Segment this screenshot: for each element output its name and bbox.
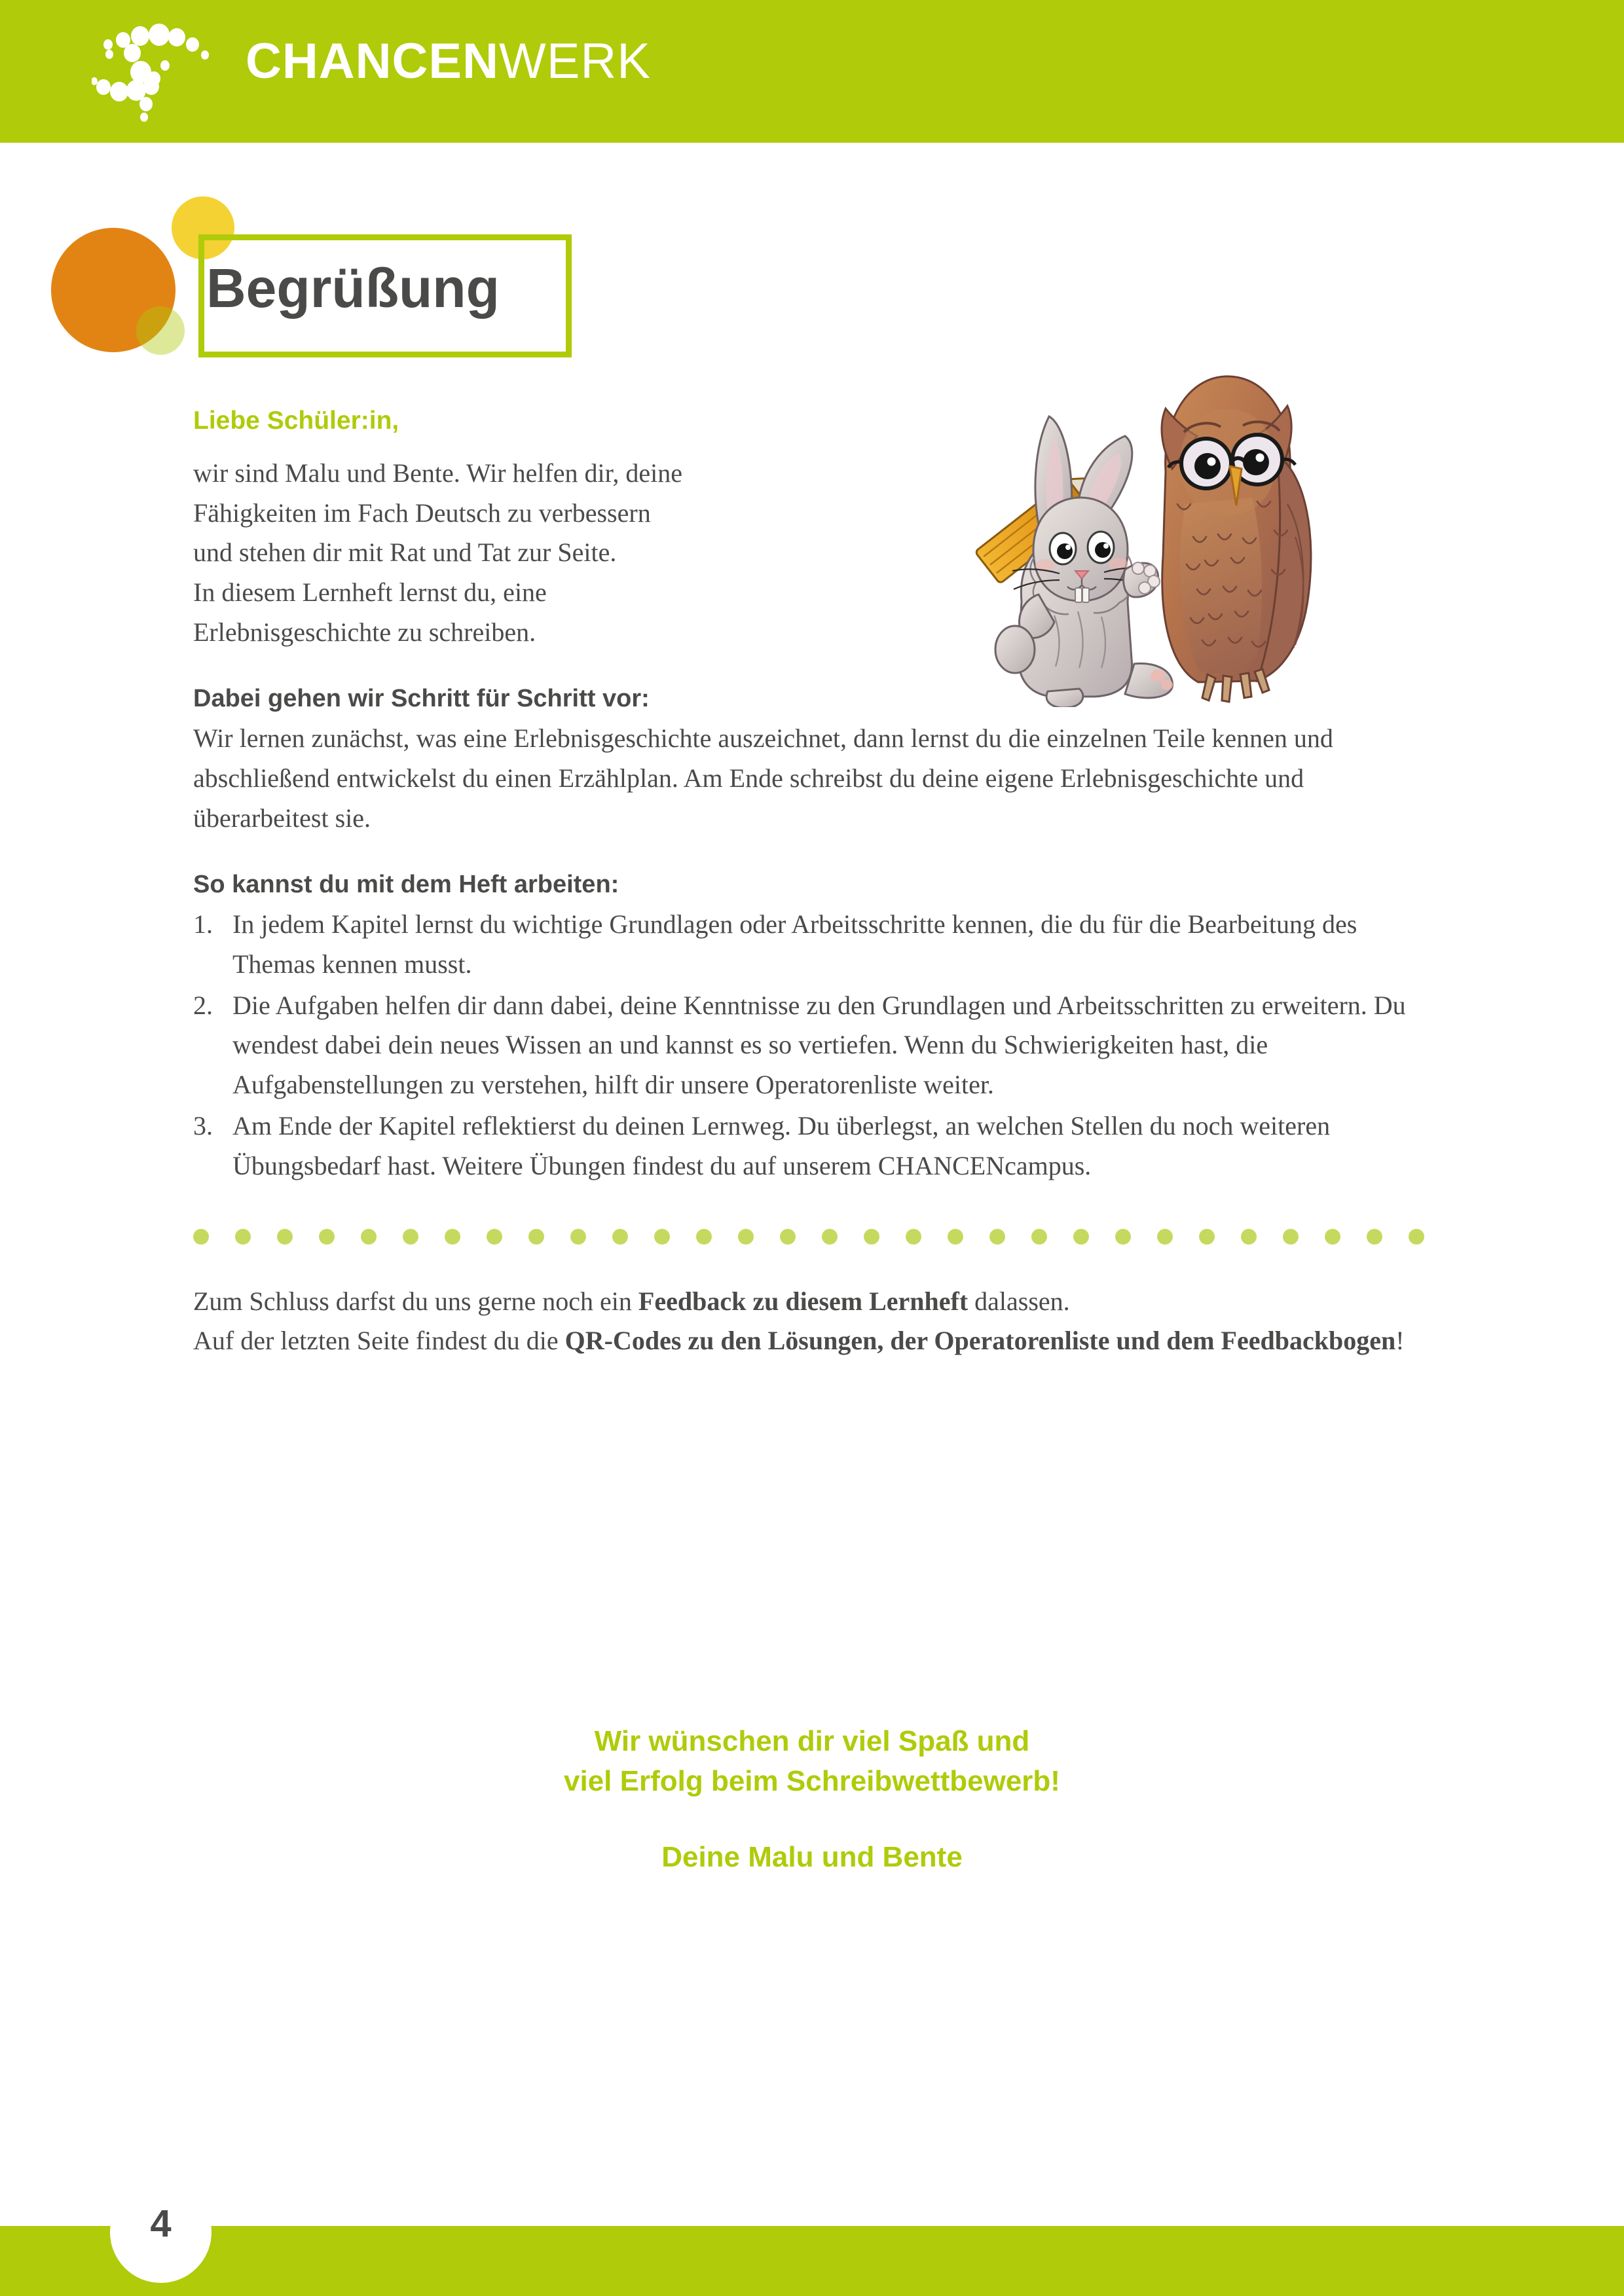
divider-dot [1241, 1229, 1257, 1245]
work-heading: So kannst du mit dem Heft arbeiten: [193, 870, 619, 898]
divider-dot [319, 1229, 335, 1245]
main-content [193, 406, 1437, 1361]
work-instructions-list [193, 905, 1437, 1186]
page-footer-band [0, 2226, 1624, 2296]
divider-dot [906, 1229, 921, 1245]
brand-name-light: WERK [499, 33, 651, 89]
divider-dot [1115, 1229, 1131, 1245]
wish-line-1: Wir wünschen dir viel Spaß und [594, 1725, 1030, 1757]
divider-dot [235, 1229, 251, 1245]
closing-bold-2: QR-Codes zu den Lösungen, der Operatorenliste und dem Feedbackbogen [564, 1326, 1396, 1356]
steps-paragraph: Wir lernen zunächst, was eine Erlebnisgeschichte auszeichnet, dann lernst du die einzelnen Teile kennen und abschließend entwickelst du einen Erzählplan. Am Ende schreibst du deine eigene Erlebnisgeschichte und überarbeitest sie. [193, 723, 1333, 833]
divider-dot [277, 1229, 293, 1245]
decorative-circle-green [136, 306, 185, 355]
divider-dot [1367, 1229, 1382, 1245]
signature-line: Deine Malu und Bente [661, 1841, 963, 1874]
divider-dot [1157, 1229, 1173, 1245]
closing-wish-block [193, 1722, 1431, 1878]
divider-dot [445, 1229, 460, 1245]
divider-dot [361, 1229, 377, 1245]
divider-dot [864, 1229, 879, 1245]
divider-dot [780, 1229, 796, 1245]
divider-dot [487, 1229, 502, 1245]
greeting-line: Liebe Schüler:in, [193, 407, 399, 435]
divider-dot [1325, 1229, 1340, 1245]
page-number: 4 [150, 2202, 172, 2245]
dotted-divider [193, 1228, 1431, 1245]
divider-dot [1283, 1229, 1299, 1245]
closing-text-4: ! [1395, 1326, 1405, 1356]
divider-dot [403, 1229, 418, 1245]
wish-line-2: viel Erfolg beim Schreibwettbewerb! [564, 1764, 1060, 1797]
dot-swirl-logo-icon [92, 18, 223, 126]
work-instruction-item: In jedem Kapitel lernst du wichtige Grundlagen oder Arbeitsschritte kennen, die du für die Bearbeitung des Themas kennen musst. [232, 909, 1357, 979]
closing-paragraph [193, 1282, 1431, 1362]
brand-logo [92, 18, 651, 126]
divider-dot [612, 1229, 628, 1245]
closing-text-1: Zum Schluss darfst du uns gerne noch ein [193, 1286, 638, 1316]
divider-dot [570, 1229, 586, 1245]
divider-dot [1199, 1229, 1215, 1245]
divider-dot [822, 1229, 838, 1245]
divider-dot [738, 1229, 754, 1245]
divider-dot [528, 1229, 544, 1245]
divider-dot [948, 1229, 963, 1245]
closing-bold-1: Feedback zu diesem Lernheft [638, 1286, 969, 1316]
divider-dot [193, 1229, 209, 1245]
work-instruction-item: Am Ende der Kapitel reflektierst du deinen Lernweg. Du überlegst, an welchen Stellen du noch weiteren Übungsbedarf hast. Weitere Übungen findest du auf unserem CHANCENcampus. [232, 1110, 1331, 1180]
divider-dot [1073, 1229, 1089, 1245]
divider-dot [1031, 1229, 1047, 1245]
divider-dot [696, 1229, 712, 1245]
brand-wordmark [246, 33, 651, 89]
divider-dot [989, 1229, 1005, 1245]
brand-name-bold: CHANCEN [246, 33, 499, 89]
divider-dot [654, 1229, 670, 1245]
intro-paragraph: wir sind Malu und Bente. Wir helfen dir, deine Fähigkeiten im Fach Deutsch zu verbessern und stehen dir mit Rat und Tat zur Seite. In diesem Lernheft lernst du, eine Erlebnisgeschichte zu schreiben. [193, 458, 682, 647]
steps-heading: Dabei gehen wir Schritt für Schritt vor: [193, 684, 650, 712]
page-title: Begrüßung [206, 257, 500, 319]
work-instruction-item: Die Aufgaben helfen dir dann dabei, deine Kenntnisse zu den Grundlagen und Arbeitsschritten zu erweitern. Du wendest dabei dein neues Wissen an und kannst es so vertiefen. Wenn du Schwierigkeiten hast, die Aufgabenstellungen zu verstehen, hilft dir unsere Operatorenliste weiter. [232, 990, 1406, 1100]
divider-dot [1409, 1229, 1424, 1245]
closing-text-2: dalassen. [968, 1286, 1070, 1316]
closing-text-3: Auf der letzten Seite findest du die [193, 1326, 565, 1356]
